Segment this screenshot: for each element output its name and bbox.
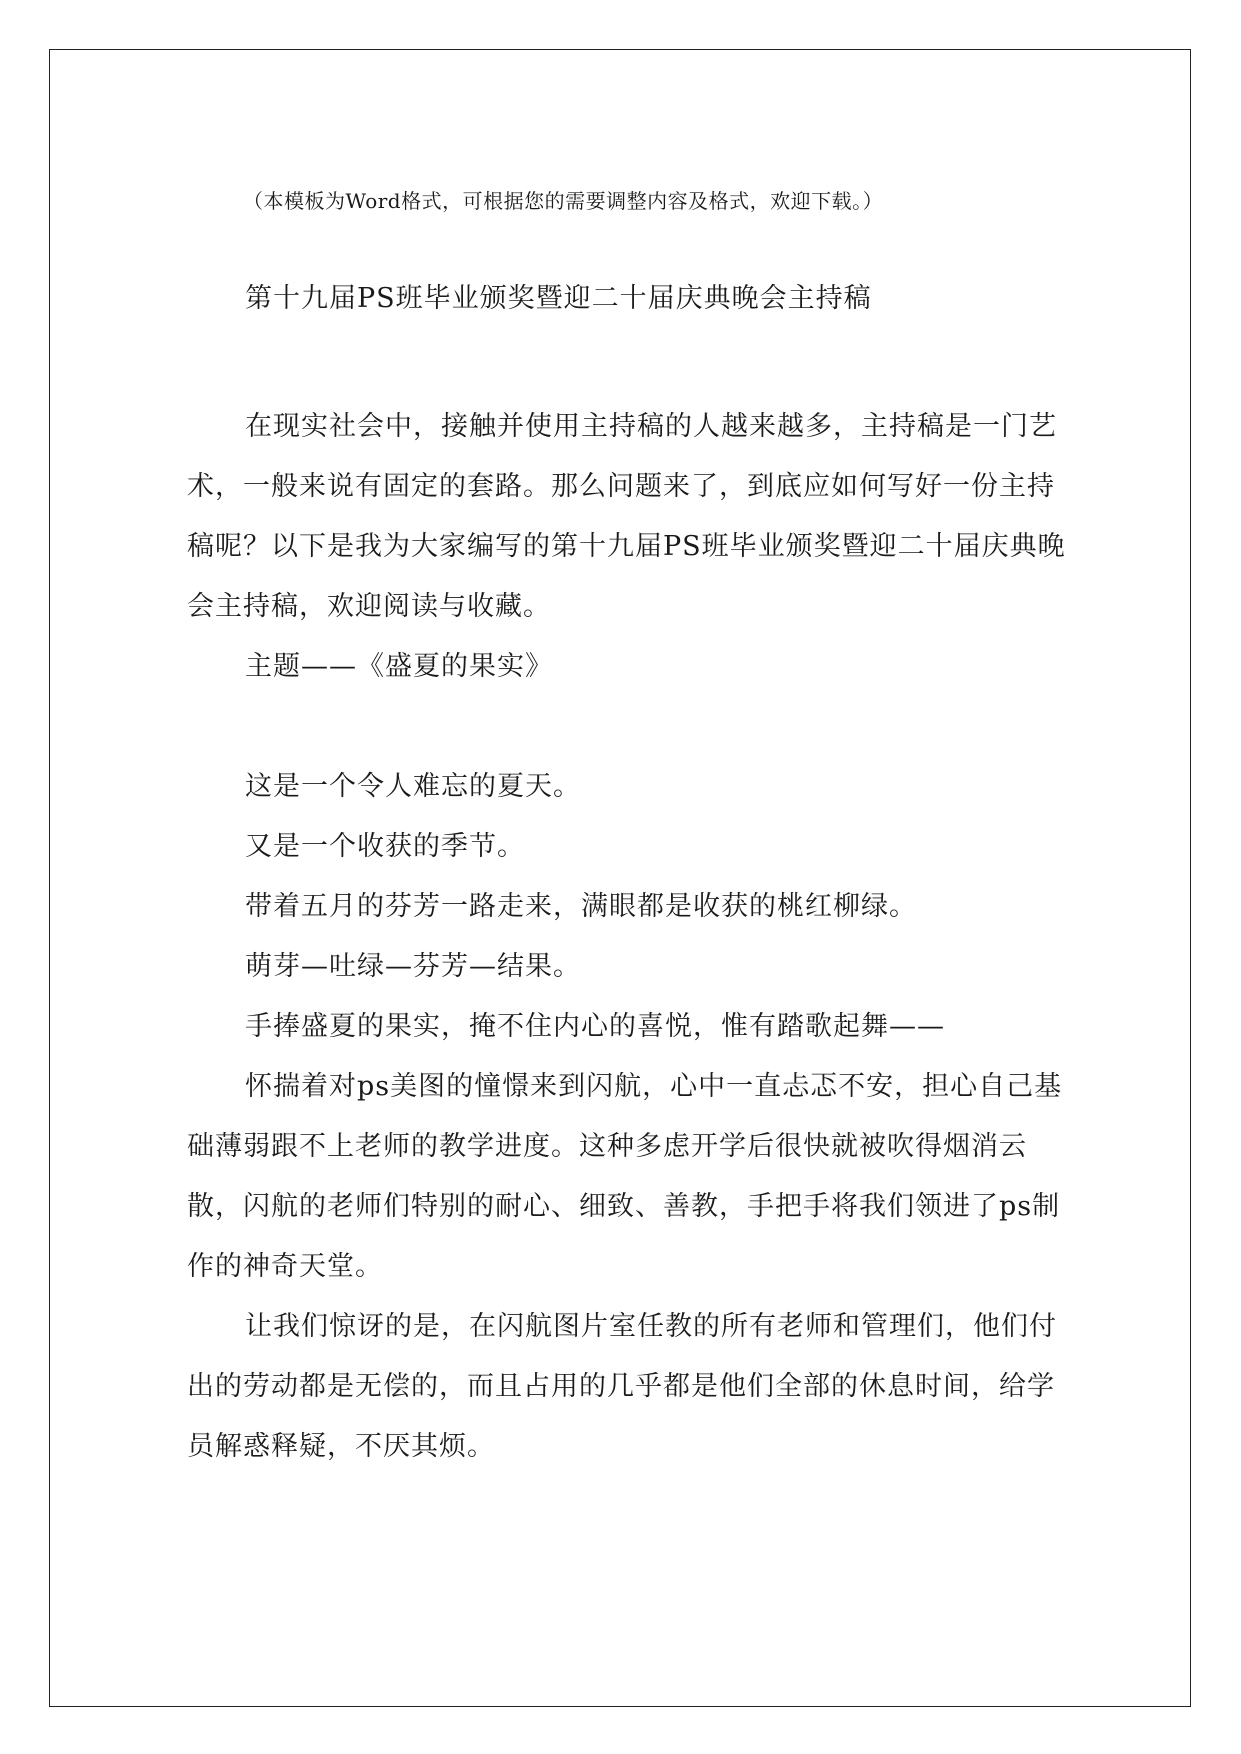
poem-line-4: 萌芽—吐绿—芬芳—结果。: [245, 951, 581, 982]
body-paragraph-2: 让我们惊讶的是，在闪航图片室任教的所有老师和管理们，他们付出的劳动都是无偿的，而且占用的几乎都是他们全部的休息时间，给学员解惑释疑，不厌其烦。: [187, 1311, 1057, 1462]
template-note: （本模板为Word格式，可根据您的需要调整内容及格式，欢迎下载。）: [243, 189, 884, 213]
body-paragraph-1: 怀揣着对ps美图的憧憬来到闪航，心中一直忐忑不安，担心自己基础薄弱跟不上老师的教学进度。这种多虑开学后很快就被吹得烟消云散，闪航的老师们特别的耐心、细致、善教，手把手将我们领进了ps制作的神奇天堂。: [187, 1071, 1063, 1282]
theme-line: 主题——《盛夏的果实》: [245, 651, 553, 682]
poem-line-2: 又是一个收获的季节。: [245, 831, 525, 862]
poem-line-5: 手捧盛夏的果实，掩不住内心的喜悦，惟有踏歌起舞——: [245, 1011, 945, 1042]
document-title: 第十九届PS班毕业颁奖暨迎二十届庆典晚会主持稿: [245, 283, 872, 314]
poem-line-3: 带着五月的芬芳一路走来，满眼都是收获的桃红柳绿。: [245, 891, 917, 922]
document-content: [187, 186, 1067, 1477]
poem-line-1: 这是一个令人难忘的夏天。: [245, 771, 581, 802]
intro-paragraph: 在现实社会中，接触并使用主持稿的人越来越多，主持稿是一门艺术，一般来说有固定的套路。那么问题来了，到底应如何写好一份主持稿呢？以下是我为大家编写的第十九届PS班毕业颁奖暨迎二十届庆典晚会主持稿，欢迎阅读与收藏。: [187, 411, 1066, 622]
